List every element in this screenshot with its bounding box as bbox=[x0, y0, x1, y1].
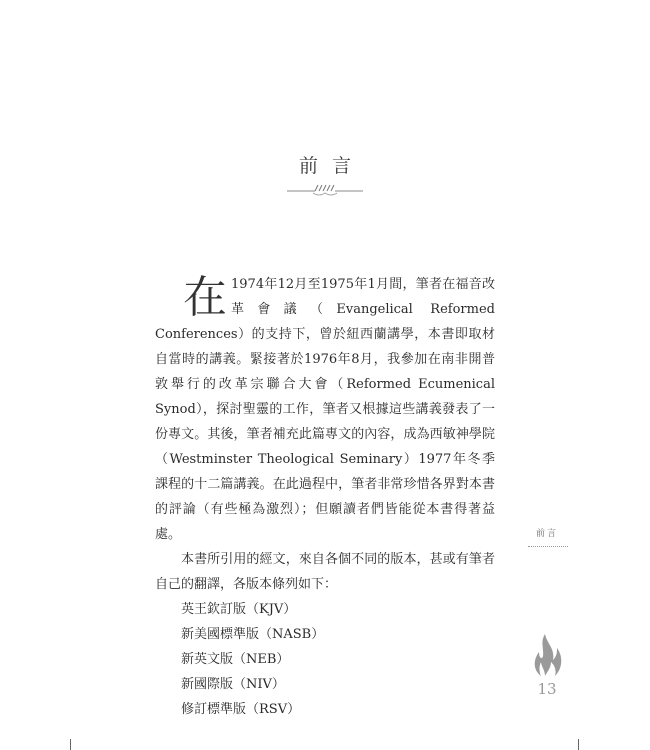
drop-cap: 在 bbox=[183, 272, 227, 323]
paragraph-2: 本書所引用的經文，來自各個不同的版本，甚或有筆者自己的翻譯，各版本條列如下： bbox=[155, 552, 495, 592]
page-number: 13 bbox=[537, 680, 557, 698]
version-item: 英王欽訂版（KJV） bbox=[181, 602, 297, 617]
crop-mark bbox=[70, 739, 71, 750]
flame-icon bbox=[527, 632, 567, 682]
paragraph-1 bbox=[155, 272, 495, 547]
version-item: 新國際版（NIV） bbox=[181, 677, 285, 692]
preface-body bbox=[155, 272, 495, 722]
side-section-label: 前言 bbox=[535, 529, 558, 539]
ornament-divider-icon bbox=[285, 181, 365, 199]
version-item: 修訂標準版（RSV） bbox=[181, 702, 301, 717]
version-item: 新英文版（NEB） bbox=[181, 652, 290, 667]
crop-mark bbox=[578, 739, 579, 750]
paragraph-1-text: 1974年12月至1975年1月間，筆者在福音改革會議（Evangelical Reformed Conferences）的支持下，曾於紐西蘭講學，本書即取材自當時的講義。緊接著於1976年8月，我參加在南非開普敦舉行的改革宗聯合大會（Reformed Ecumenical Synod），探討聖靈的工作，筆者又根據這些講義發表了一份專文。其後，筆者補充此篇專文的內容，成為西敏神學院（Westminster Theological Seminary）1977年冬季課程的十二篇講義。在此過程中，筆者非常珍惜各界對本書的評論（有些極為激烈）；但願讀者們皆能從本書得著益處。 bbox=[155, 277, 495, 542]
version-list bbox=[155, 597, 495, 722]
version-item: 新美國標準版（NASB） bbox=[181, 627, 325, 642]
page-title: 前言 bbox=[298, 155, 365, 177]
side-dotted-rule bbox=[528, 546, 568, 547]
